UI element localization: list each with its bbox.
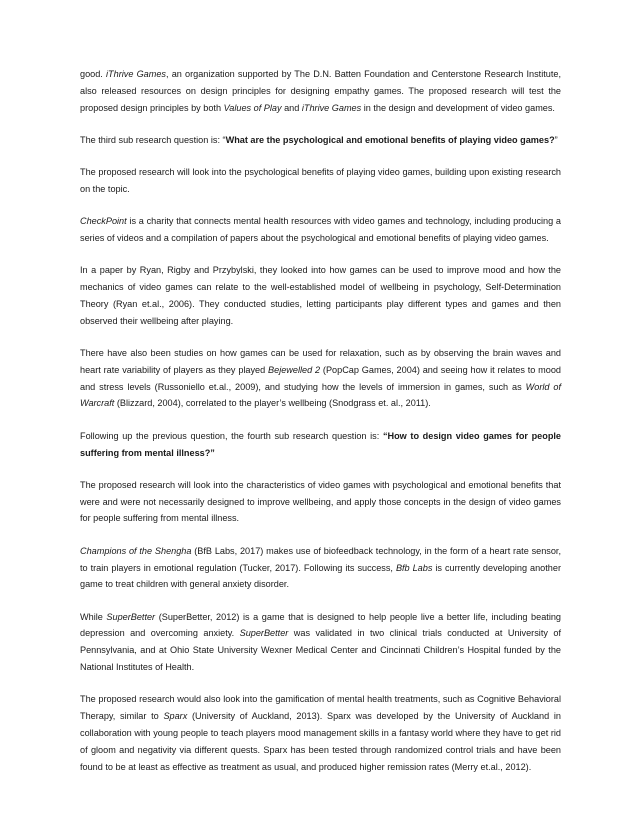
text-run: The third sub research question is: “	[80, 134, 226, 145]
text-run: Bejewelled 2	[268, 364, 321, 375]
paragraph-7	[80, 428, 561, 462]
text-run: and	[281, 102, 302, 113]
text-run: Champions of the Shengha	[80, 545, 192, 556]
text-run: There have also been studies on how games can be used for relaxation, such as by observing the brain waves and heart rate variability of players as they played	[80, 348, 561, 375]
paragraph-1	[80, 66, 561, 116]
text-run: , an organization supported by The D.N. Batten Foundation and Centerstone Research Institute, also released resources on design principles for designing empathy games. The proposed research will test the proposed design principles by both	[80, 69, 561, 113]
text-run: Bfb Labs	[395, 562, 433, 573]
text-run: The proposed research will look into the characteristics of video games with psychological and emotional benefits that were and were not necessarily designed to improve wellbeing, and apply those concepts in the design of video games for people suffering from mental illness.	[80, 479, 561, 524]
paragraph-4	[80, 213, 561, 247]
text-run: good.	[80, 69, 107, 79]
text-run: The proposed research will look into the psychological benefits of playing video games, building upon existing research on the topic.	[80, 167, 561, 194]
text-run: CheckPoint	[80, 216, 127, 227]
text-run: In a paper by Ryan, Rigby and Przybylski, they looked into how games can be used to improve mood and how the mechanics of video games can relate to the well-established model of wellbeing in psychology, Self-Determination Theory (Ryan et.al., 2006). They conducted studies, letting participants play different types and games and then observed their wellbeing after playing.	[80, 265, 561, 326]
text-run: (SuperBetter, 2012) is a game that is designed to help people live a better life, including beating depression and overcoming anxiety.	[80, 611, 561, 639]
paragraph-5	[80, 262, 561, 329]
text-run: SuperBetter	[106, 611, 156, 622]
text-run: Values of Play	[223, 102, 282, 113]
text-run: (PopCap Games, 2004) and seeing how it relates to mood and stress levels (Russoniello et.al., 2009), and studying how the levels of immersion in games, such as	[80, 364, 561, 392]
text-run: (Blizzard, 2004), correlated to the player’s wellbeing (Snodgrass et. al., 2011).	[114, 398, 431, 409]
text-run: (University of Auckland, 2013). Sparx was developed by the University of Auckland in collaboration with young people to teach players mood management skills in a fantasy world where they have to get rid of gloom and negativity via different quests. Sparx has been tested through randomized control trials and have been found to be at least as effective as treatment as usual, and produced higher remission rates (Merry et.al., 2012).	[80, 711, 561, 772]
text-run: is a charity that connects mental health resources with video games and technology, including producing a series of videos and a compilation of papers about the psychological and emotional benefits of playing video games.	[80, 216, 561, 244]
text-run: World of Warcraft	[80, 381, 561, 409]
paragraph-6	[80, 345, 561, 412]
text-run: iThrive Games	[301, 102, 362, 113]
text-run: is currently developing another game to treat children with general anxiety disorder.	[80, 562, 561, 590]
paragraph-8	[80, 477, 561, 527]
text-run: “How to design video games for people suffering from mental illness?”	[80, 430, 562, 458]
text-run: Sparx	[163, 711, 188, 722]
document-body	[80, 66, 561, 791]
text-run: The proposed research would also look into the gamification of mental health treatments, such as Cognitive Behavioral Therapy, similar to	[80, 694, 561, 722]
paragraph-9	[80, 543, 561, 593]
text-run: iThrive Games	[106, 69, 166, 79]
paragraph-11	[80, 691, 561, 775]
paragraph-2	[80, 132, 561, 149]
text-run: SuperBetter	[239, 628, 289, 639]
text-run: was validated in two clinical trials conducted at University of Pennsylvania, and at Ohio State University Wexner Medical Center and Cincinnati Children’s Hospital funded by the National Institutes of Health.	[80, 628, 561, 673]
text-run: ”	[554, 134, 558, 145]
text-run: Following up the previous question, the fourth sub research question is:	[80, 430, 383, 441]
text-run: What are the psychological and emotional benefits of playing video games?	[225, 134, 555, 145]
paragraph-10	[80, 609, 561, 676]
paragraph-3	[80, 164, 561, 198]
text-run: in the design and development of video games.	[361, 102, 555, 113]
text-run: While	[80, 611, 107, 622]
text-run: (BfB Labs, 2017) makes use of biofeedback technology, in the form of a heart rate sensor, to train players in emotional regulation (Tucker, 2017). Following its success,	[80, 545, 562, 573]
